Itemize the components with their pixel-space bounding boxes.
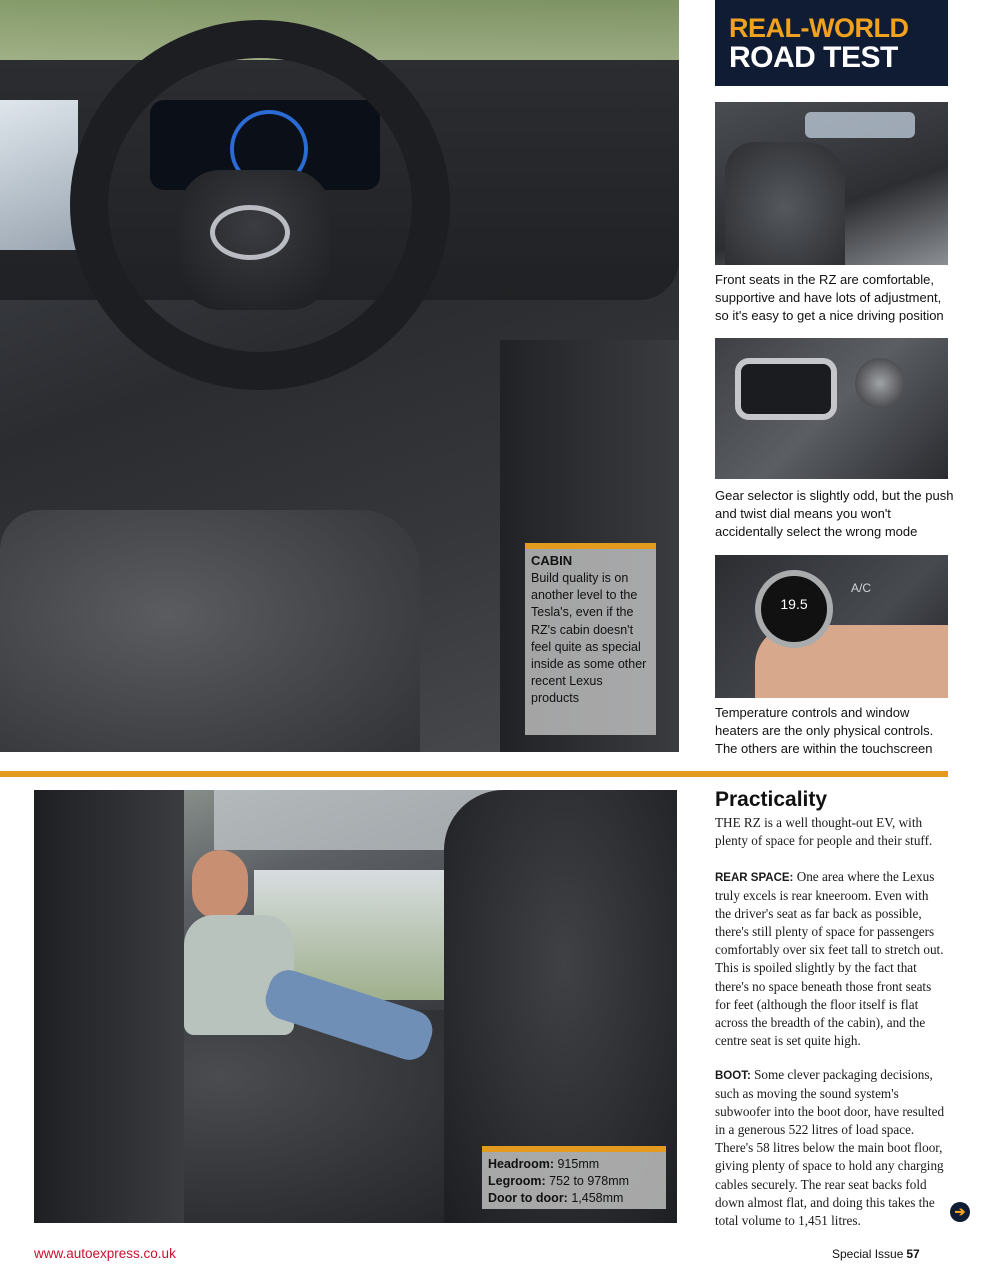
front-seats-photo (715, 102, 948, 265)
section-badge (715, 0, 948, 86)
continue-arrow-icon: ➔ (950, 1202, 970, 1222)
legroom-label: Legroom: (488, 1174, 546, 1188)
issue-label: Special Issue (832, 1247, 904, 1261)
rear-space-label: REAR SPACE: (715, 872, 794, 884)
lexus-logo-icon (210, 205, 290, 260)
footer-page-info (832, 1247, 920, 1261)
headroom-label: Headroom: (488, 1157, 554, 1171)
footer-website[interactable]: www.autoexpress.co.uk (34, 1246, 176, 1261)
rear-space-paragraph (715, 868, 947, 1050)
article-intro: THE RZ is a well thought-out EV, with plenty of space for people and their stuff. (715, 815, 933, 849)
caption-front-seats: Front seats in the RZ are comfortable, supportive and have lots of adjustment, so it's easy to get a nice driving position (715, 272, 944, 323)
badge-line-1: REAL-WORLD (729, 13, 909, 43)
section-divider (0, 771, 948, 777)
door-to-door-value: 1,458mm (567, 1191, 624, 1205)
caption-gear-selector: Gear selector is slightly odd, but the push and twist dial means you won't accidentally select the wrong mode (715, 488, 954, 539)
boot-paragraph (715, 1066, 947, 1230)
boot-label: BOOT: (715, 1070, 751, 1082)
dimensions-box (482, 1146, 666, 1209)
cabin-callout (525, 543, 656, 735)
headroom-value: 915mm (553, 1157, 600, 1171)
cabin-callout-title: CABIN (531, 553, 573, 568)
boot-text: Some clever packaging decisions, such as moving the sound system's subwoofer into the boot door, have resulted in a generous 522 litres of load space. There's 58 litres below the main boot floor, giving plenty of space to hold any charging cables securely. The rear seat backs fold down almost flat, and doing this takes the total volume to 1,451 litres. (715, 1067, 945, 1228)
gear-selector-photo (715, 338, 948, 479)
door-to-door-label: Door to door: (488, 1191, 568, 1205)
temperature-readout: 19.5 (780, 596, 808, 612)
cabin-callout-text: Build quality is on another level to the Tesla's, even if the RZ's cabin doesn't feel quite as special inside as some other recent Lexus products (531, 571, 647, 706)
page-number: 57 (906, 1247, 920, 1261)
legroom-value: 752 to 978mm (545, 1174, 630, 1188)
badge-line-2: ROAD TEST (729, 41, 898, 74)
caption-temperature: Temperature controls and window heaters are the only physical controls. The others are within the touchscreen (715, 705, 934, 756)
article-heading: Practicality (715, 788, 828, 811)
ac-label: A/C (851, 581, 872, 595)
rear-space-text: One area where the Lexus truly excels is rear kneeroom. Even with the driver's seat as far back as possible, there's still plenty of space for passengers comfortably over six feet tall to stretch out. This is spoiled slightly by the fact that there's no space beneath those front seats for feet (although the floor itself is flat across the breadth of the cabin), and the centre seat is set quite high. (715, 869, 944, 1048)
temperature-controls-photo (715, 555, 948, 698)
